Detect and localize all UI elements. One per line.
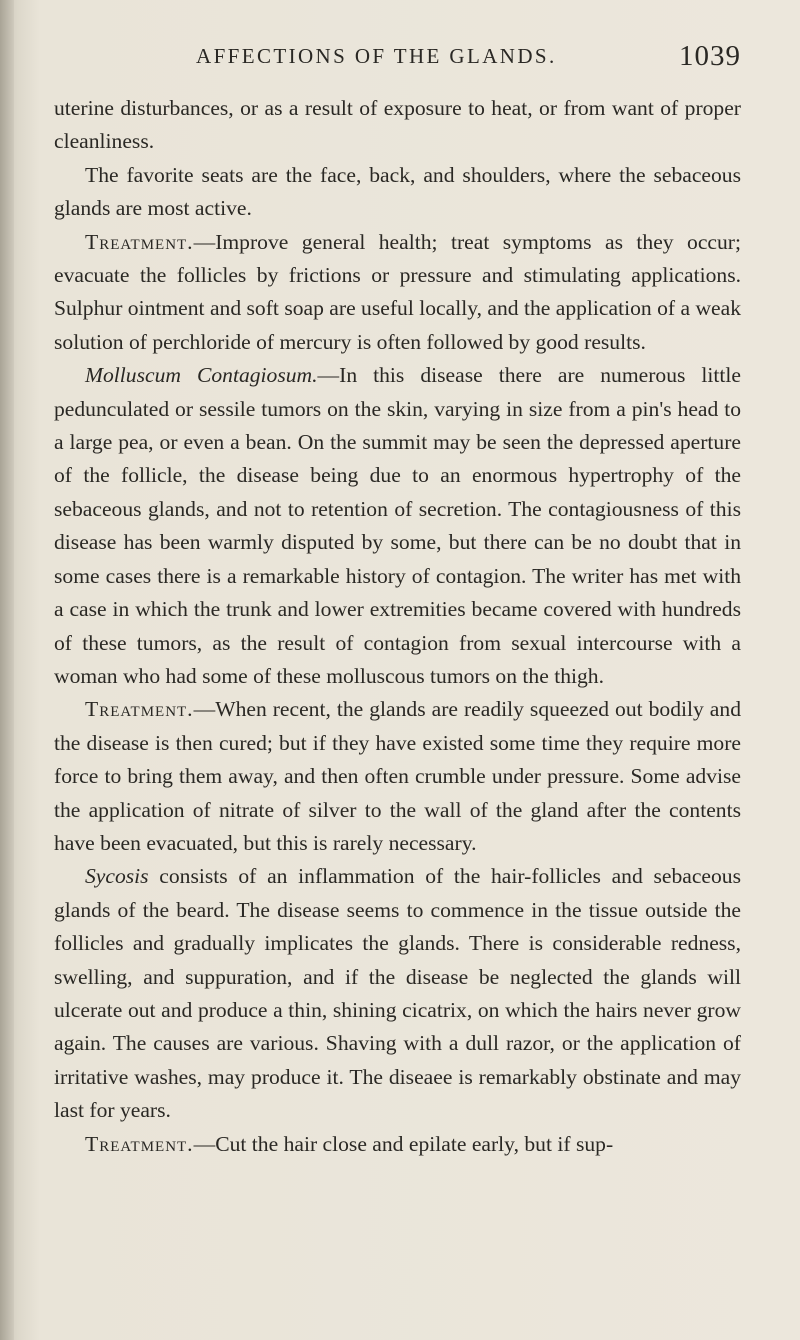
page-number: 1039: [679, 40, 741, 72]
paragraph-text: —In this disease there are numerous little pedunculated or sessile tumors on the skin, varying in size from a pin's head to a large pea, or even a bean. On the summit may be seen the depressed aperture of the follicle, the disease being due to an enormous hypertrophy of the sebaceous glands, and not to retention of secretion. The contagiousness of this disease has been warmly disputed by some, but there can be no doubt that in some cases there is a remarkable history of contagion. The writer has met with a case in which the trunk and lower extremities became covered with hundreds of these tumors, as the result of contagion from sexual intercourse with a woman who had some of these molluscous tumors on the thigh.: [54, 363, 741, 688]
paragraph-molluscum: [54, 359, 741, 693]
paragraph-text: consists of an inflammation of the hair-follicles and sebaceous glands of the beard. The disease seems to commence in the tissue outside the follicles and gradually implicates the glands. There is considerable redness, swelling, and suppuration, and if the disease be neglected the glands will ulcerate out and produce a thin, shining cicatrix, on which the hairs never grow again. The causes are various. Shaving with a dull razor, or the application of irritative washes, may produce it. The diseaee is remarkably obstinate and may last for years.: [54, 864, 741, 1123]
paragraph-sycosis: [54, 860, 741, 1127]
section-heading-treatment: Treatment.: [85, 1131, 194, 1156]
page-header: [196, 36, 741, 76]
paragraph-treatment-1: [54, 226, 741, 360]
section-heading-treatment: Treatment.: [85, 229, 194, 254]
paragraph-text: —Cut the hair close and epilate early, but if sup-: [193, 1131, 614, 1156]
section-heading-sycosis: Sycosis: [85, 864, 149, 889]
section-heading-molluscum: Molluscum Contagiosum.: [85, 363, 318, 388]
page-binding-edge: [0, 0, 14, 1340]
section-heading-treatment: Treatment.: [85, 697, 194, 722]
paragraph-text: —When recent, the glands are readily squeezed out bodily and the disease is then cured; but if they have existed some time they require more force to bring them away, and then often crumble under pressure. Some advise the application of nitrate of silver to the wall of the gland after the contents have been evacuated, but this is rarely necessary.: [54, 697, 741, 855]
paragraph-treatment-2: [54, 693, 741, 860]
paragraph-text: —Improve general health; treat symptoms as they occur; evacuate the follicles by frictions or pressure and stimulating applications. Sulphur ointment and soft soap are useful locally, and the application of a weak solution of perchloride of mercury is often followed by good results.: [54, 229, 742, 354]
body-text: [54, 92, 741, 1161]
paragraph-favorite-seats: The favorite seats are the face, back, and shoulders, where the sebaceous glands are most active.: [54, 162, 741, 221]
running-title: AFFECTIONS OF THE GLANDS.: [196, 44, 557, 68]
paragraph-continuation: uterine disturbances, or as a result of exposure to heat, or from want of proper cleanliness.: [54, 96, 741, 154]
paragraph-treatment-3: [54, 1128, 741, 1161]
